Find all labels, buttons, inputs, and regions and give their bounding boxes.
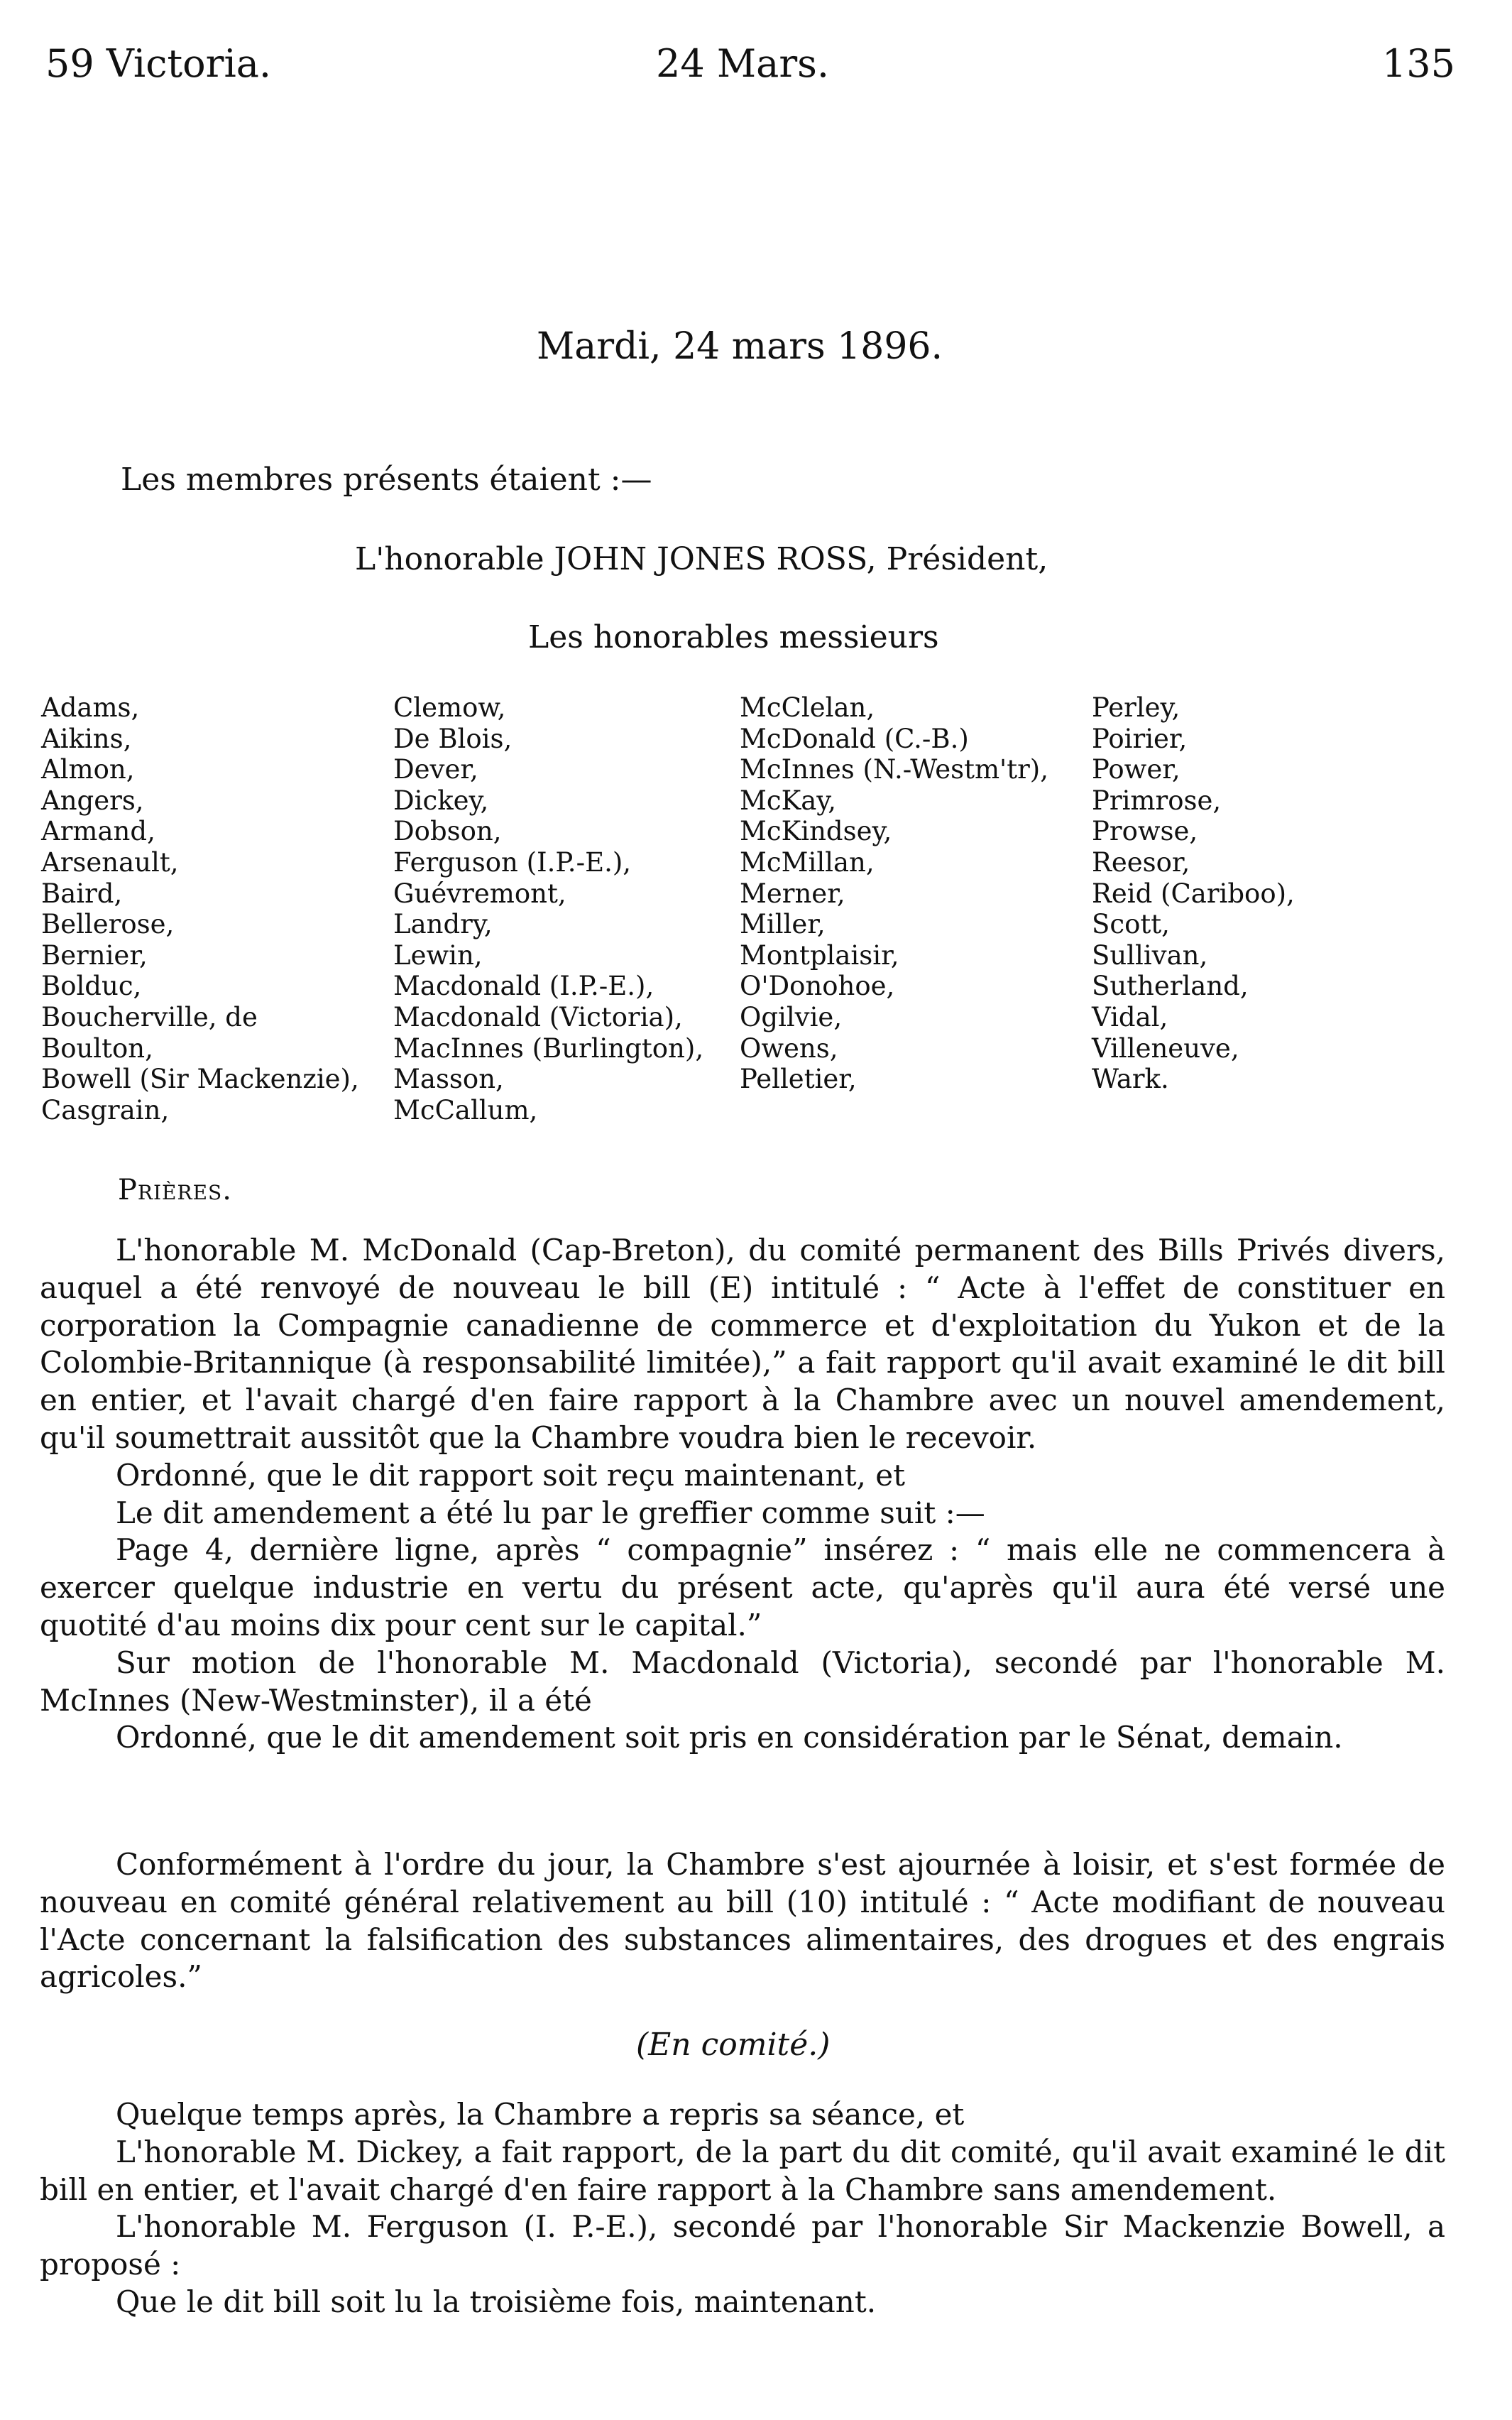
member-name: Armand, bbox=[41, 816, 155, 847]
member-name: Lewin, bbox=[393, 939, 483, 971]
member-name: Masson, bbox=[393, 1064, 504, 1095]
member-name: Casgrain, bbox=[41, 1094, 170, 1125]
prayers-heading: Prières. bbox=[118, 1174, 232, 1206]
member-name: Merner, bbox=[740, 878, 845, 909]
amendment-text-paragraph: Page 4, dernière ligne, après “ compagnie” insérez : “ mais elle ne commencera à exercer quelque industrie en vertu du présent acte, qu'après qu'il aura été versé une quotité d'au moins dix pour cent sur le capital.” bbox=[40, 1532, 1445, 1642]
report-paragraph: L'honorable M. Dickey, a fait rapport, de la part du dit comité, qu'il avait examiné le dit bill en entier, et l'avait chargé d'en faire rapport à la Chambre sans amendement. bbox=[40, 2134, 1445, 2207]
member-name: Clemow, bbox=[393, 692, 506, 723]
member-name: Almon, bbox=[41, 754, 135, 785]
members-column-1 bbox=[41, 692, 359, 1125]
members-column-2 bbox=[393, 692, 703, 1125]
member-name: Bolduc, bbox=[41, 971, 142, 1002]
question-paragraph: Que le dit bill soit lu la troisième fois, maintenant. bbox=[116, 2284, 877, 2319]
member-name: Primrose, bbox=[1092, 785, 1222, 816]
member-name: Macdonald (I.P.-E.), bbox=[393, 971, 654, 1002]
member-name: Pelletier, bbox=[740, 1064, 857, 1095]
members-column-4 bbox=[1092, 692, 1295, 1095]
member-name: Poirier, bbox=[1092, 723, 1188, 754]
president-line: L'honorable JOHN JONES ROSS, Président, bbox=[355, 541, 1048, 577]
members-column-3 bbox=[740, 692, 1048, 1095]
member-name: Scott, bbox=[1092, 909, 1170, 940]
member-name: Baird, bbox=[41, 878, 123, 909]
member-name: McKindsey, bbox=[740, 816, 892, 847]
member-name: Power, bbox=[1092, 754, 1180, 785]
member-name: McInnes (N.-Westm'tr), bbox=[740, 754, 1048, 785]
member-name: O'Donohoe, bbox=[740, 971, 895, 1002]
member-name: Reesor, bbox=[1092, 846, 1190, 878]
running-head bbox=[45, 41, 1455, 98]
amendment-read-paragraph: Le dit amendement a été lu par le greffier comme suit :— bbox=[116, 1495, 985, 1530]
member-name: Owens, bbox=[740, 1032, 838, 1064]
member-name: Villeneuve, bbox=[1092, 1032, 1239, 1064]
member-name: Ogilvie, bbox=[740, 1001, 843, 1032]
header-date: 24 Mars. bbox=[656, 41, 830, 86]
member-name: Dever, bbox=[393, 754, 478, 785]
member-name: McClelan, bbox=[740, 692, 875, 723]
member-name: Prowse, bbox=[1092, 816, 1198, 847]
member-name: Angers, bbox=[41, 785, 144, 816]
report-paragraph: L'honorable M. McDonald (Cap-Breton), du comité permanent des Bills Privés divers, auquel a été renvoyé de nouveau le bill (E) intitulé : “ Acte à l'effet de constituer en corporation la Compagnie canadienne de commerce et d'exploitation du Yukon et de la Colombie-Britannique (à responsabilité limitée),” a fait rapport qu'il avait examiné le dit bill en entier, et l'avait chargé d'en faire rapport à la Chambre avec un nouvel amendement, qu'il soumettrait aussitôt que la Chambre voudra bien le recevoir. bbox=[40, 1233, 1445, 1455]
member-name: Bowell (Sir Mackenzie), bbox=[41, 1064, 359, 1095]
member-name: McDonald (C.-B.) bbox=[740, 723, 969, 754]
member-name: Adams, bbox=[41, 692, 140, 723]
member-name: MacInnes (Burlington), bbox=[393, 1032, 704, 1064]
header-regnal-year: 59 Victoria. bbox=[45, 41, 272, 86]
order-paragraph: Ordonné, que le dit rapport soit reçu maintenant, et bbox=[116, 1457, 906, 1493]
in-committee-heading: (En comité.) bbox=[636, 2027, 831, 2063]
member-name: Bernier, bbox=[41, 939, 148, 971]
member-name: Macdonald (Victoria), bbox=[393, 1001, 683, 1032]
members-present-intro: Les membres présents étaient :— bbox=[121, 462, 652, 498]
member-name: McKay, bbox=[740, 785, 837, 816]
order-of-day-paragraph: Conformément à l'ordre du jour, la Chambre s'est ajournée à loisir, et s'est formée de nouveau en comité général relativement au bill (10) intitulé : “ Acte modifiant de nouveau l'Acte concernant la falsification des substances alimentaires, des drogues et des engrais agricoles.” bbox=[40, 1847, 1445, 1995]
member-name: Boulton, bbox=[41, 1032, 153, 1064]
member-name: Arsenault, bbox=[41, 846, 179, 878]
resumed-paragraph: Quelque temps après, la Chambre a repris sa séance, et bbox=[116, 2097, 965, 2132]
member-name: Dobson, bbox=[393, 816, 502, 847]
motion-paragraph: Sur motion de l'honorable M. Macdonald (Victoria), secondé par l'honorable M. McInnes (New-Westminster), il a été bbox=[40, 1645, 1445, 1718]
member-name: De Blois, bbox=[393, 723, 513, 754]
member-name: Dickey, bbox=[393, 785, 489, 816]
member-name: Aikins, bbox=[41, 723, 132, 754]
member-name: Sullivan, bbox=[1092, 939, 1208, 971]
member-name: Bellerose, bbox=[41, 909, 175, 940]
member-name: Ferguson (I.P.-E.), bbox=[393, 846, 632, 878]
member-name: McCallum, bbox=[393, 1094, 538, 1125]
honorables-heading: Les honorables messieurs bbox=[528, 619, 939, 655]
page-number: 135 bbox=[1381, 41, 1455, 86]
member-name: Perley, bbox=[1092, 692, 1180, 723]
member-name: Guévremont, bbox=[393, 878, 566, 909]
member-name: Wark. bbox=[1092, 1064, 1169, 1095]
member-name: Vidal, bbox=[1092, 1001, 1168, 1032]
report-back-section bbox=[40, 2096, 1445, 2321]
committee-of-whole-section bbox=[40, 1846, 1445, 1996]
members-list bbox=[41, 692, 1489, 1140]
member-name: Reid (Cariboo), bbox=[1092, 878, 1295, 909]
sitting-date-heading: Mardi, 24 mars 1896. bbox=[537, 325, 943, 368]
member-name: Montplaisir, bbox=[740, 939, 899, 971]
member-name: McMillan, bbox=[740, 846, 875, 878]
member-name: Sutherland, bbox=[1092, 971, 1249, 1002]
member-name: Miller, bbox=[740, 909, 826, 940]
motion-paragraph: L'honorable M. Ferguson (I. P.-E.), secondé par l'honorable Sir Mackenzie Bowell, a proposé : bbox=[40, 2209, 1445, 2282]
member-name: Boucherville, de bbox=[41, 1001, 258, 1032]
member-name: Landry, bbox=[393, 909, 493, 940]
order-paragraph: Ordonné, que le dit amendement soit pris en considération par le Sénat, demain. bbox=[116, 1720, 1343, 1755]
committee-report-section bbox=[40, 1232, 1445, 1757]
